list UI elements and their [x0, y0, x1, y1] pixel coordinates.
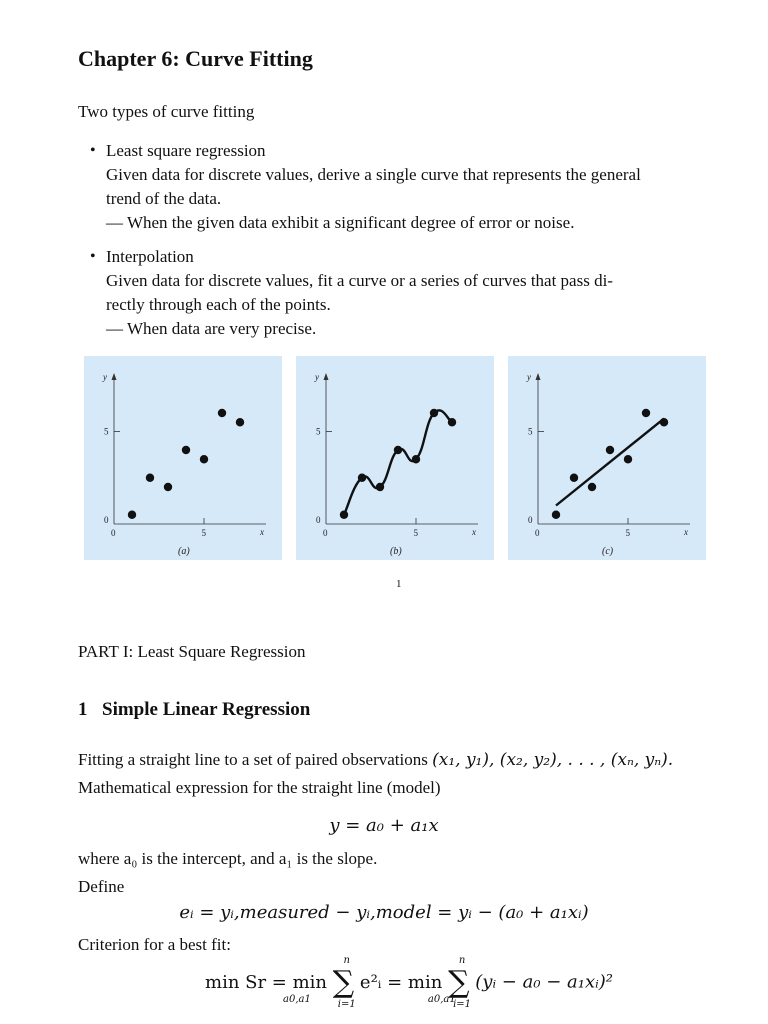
- chapter-title: Chapter 6: Curve Fitting: [78, 46, 313, 71]
- equation-model: y = a₀ + a₁x: [329, 815, 439, 836]
- data-point: [412, 455, 420, 463]
- paragraph-text: Fitting a straight line to a set of paired observations: [78, 750, 428, 769]
- figure-a-plot: [84, 356, 282, 560]
- bullet-least-squares: [90, 139, 730, 235]
- min-term1: [359, 971, 456, 1005]
- figure-c: [508, 356, 706, 560]
- y-axis-label: y: [527, 372, 531, 382]
- bullet-interpolation: [90, 245, 730, 341]
- y-tick-label-5: 5: [528, 426, 533, 437]
- y-tick-label-5: 5: [316, 426, 321, 437]
- y-tick-label-0: 0: [528, 515, 533, 525]
- figure-b: [296, 356, 494, 560]
- data-point: [164, 483, 172, 491]
- data-point: [340, 511, 348, 519]
- paragraph-model: Mathematical expression for the straight line (model): [78, 778, 441, 797]
- y-axis-label: y: [315, 372, 319, 382]
- sum-symbol-2: ∑ n i=1: [448, 955, 472, 1010]
- data-point: [376, 483, 384, 491]
- figure-caption: (a): [178, 546, 190, 557]
- data-point: [660, 418, 668, 426]
- data-point: [606, 446, 614, 454]
- data-point: [624, 455, 632, 463]
- data-point: [394, 446, 402, 454]
- data-point: [200, 455, 208, 463]
- y-tick-label-0: 0: [316, 515, 321, 525]
- bullet-icon: •: [90, 248, 96, 265]
- x-tick-label-5: 5: [201, 528, 206, 538]
- figure-a: [84, 356, 282, 560]
- y-tick-label-0: 0: [104, 515, 109, 525]
- bullet-line: trend of the data.: [106, 189, 222, 208]
- figure-caption: (c): [602, 546, 614, 557]
- y-axis-label: y: [103, 372, 107, 382]
- sum-upper: n: [343, 955, 350, 966]
- bullet-line: Given data for discrete values, derive a single curve that represents the general: [106, 165, 641, 184]
- paragraph-observations: [78, 748, 673, 772]
- figure-caption: (b): [390, 546, 402, 557]
- bullet-icon: •: [90, 142, 96, 159]
- data-point: [128, 511, 136, 519]
- sum-upper-2: n: [458, 955, 466, 966]
- sum-lower-2: i=1: [453, 999, 472, 1010]
- y-axis-arrow-icon: [324, 373, 329, 380]
- min-subscript: a0,a1: [283, 993, 311, 1005]
- x-axis-label: x: [260, 527, 264, 537]
- y-axis-arrow-icon: [112, 373, 117, 380]
- data-point: [358, 474, 366, 482]
- intro-text: Two types of curve fitting: [78, 102, 255, 121]
- bullet-line: — When data are very precise.: [106, 319, 317, 338]
- data-point: [448, 418, 456, 426]
- bullet-line: — When the given data exhibit a significant degree of error or noise.: [106, 213, 575, 232]
- sum-symbol: ∑ n i=1: [332, 955, 356, 1010]
- min-sr: [205, 971, 328, 1005]
- math-pairs: (x₁, y₁), (x₂, y₂), . . . , (xₙ, yₙ).: [432, 750, 674, 770]
- equation-min: [205, 955, 614, 1021]
- bullet-head-text: Least square regression: [106, 141, 266, 160]
- section-title: Simple Linear Regression: [102, 699, 311, 720]
- x-tick-label-0: 0: [323, 528, 328, 538]
- paragraph-criterion: Criterion for a best fit:: [78, 935, 231, 954]
- term2-text: (yᵢ − a₀ − a₁xᵢ)²: [475, 971, 614, 993]
- term1-text: e²ᵢ = min: [359, 971, 443, 993]
- bullet-line: Given data for discrete values, fit a curve or a series of curves that pass di-: [106, 271, 613, 290]
- x-tick-label-0: 0: [111, 528, 116, 538]
- equation-error: eᵢ = yᵢ,measured − yᵢ,model = yᵢ − (a₀ + a₁xᵢ): [179, 902, 589, 923]
- bullet-line: rectly through each of the points.: [106, 295, 331, 314]
- y-axis-arrow-icon: [536, 373, 541, 380]
- part-heading: PART I: Least Square Regression: [78, 642, 306, 661]
- section-number: 1: [78, 699, 88, 720]
- y-tick-label-5: 5: [104, 426, 109, 437]
- figure-c-plot: [508, 356, 706, 560]
- x-axis-label: x: [472, 527, 476, 537]
- page-number: 1: [396, 578, 402, 590]
- data-point: [146, 474, 154, 482]
- x-tick-label-5: 5: [625, 528, 630, 538]
- paragraph-define: Define: [78, 877, 125, 896]
- data-point: [642, 409, 650, 417]
- figure-b-plot: [296, 356, 494, 560]
- sum-lower: i=1: [337, 999, 356, 1010]
- regression-line: [556, 419, 664, 506]
- data-point: [218, 409, 226, 417]
- data-point: [182, 446, 190, 454]
- data-point: [588, 483, 596, 491]
- min-subscript-2: a0,a1: [427, 993, 456, 1005]
- data-point: [430, 409, 438, 417]
- data-point: [570, 474, 578, 482]
- paragraph-where: where a₀ is the intercept, and a₁ is the slope.: [78, 849, 378, 868]
- data-point: [552, 511, 560, 519]
- x-tick-label-5: 5: [413, 528, 418, 538]
- bullet-head-text: Interpolation: [106, 247, 194, 266]
- data-point: [236, 418, 244, 426]
- x-tick-label-0: 0: [535, 528, 540, 538]
- interpolation-curve: [344, 410, 452, 514]
- min-lhs-text: min Sr = min: [205, 971, 328, 993]
- section-heading: [78, 699, 310, 721]
- x-axis-label: x: [684, 527, 688, 537]
